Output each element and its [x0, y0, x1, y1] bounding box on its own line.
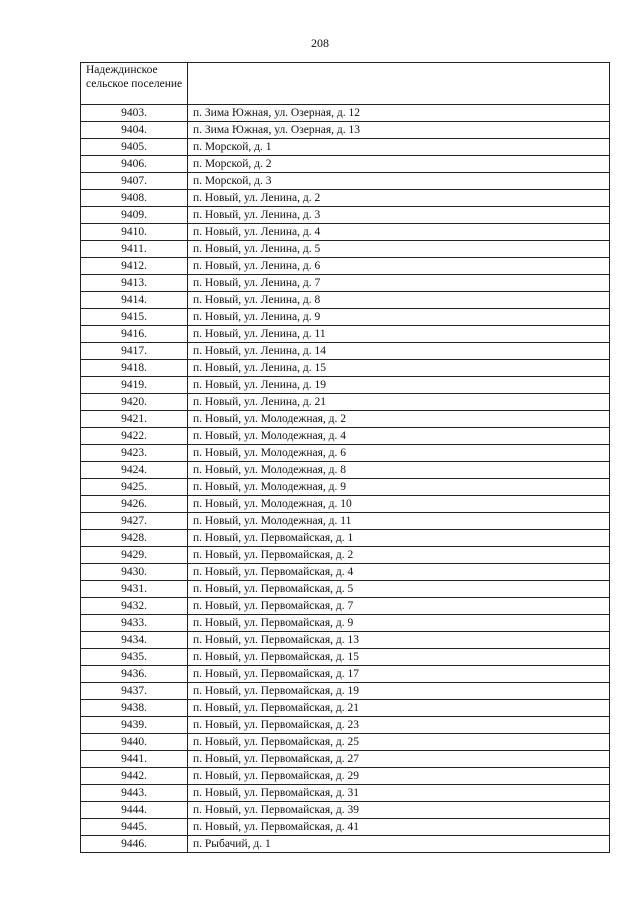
row-number: 9436.: [81, 666, 188, 683]
row-number: 9409.: [81, 207, 188, 224]
row-number: 9406.: [81, 156, 188, 173]
row-address: п. Новый, ул. Первомайская, д. 31: [188, 785, 610, 802]
row-address: п. Новый, ул. Ленина, д. 5: [188, 241, 610, 258]
row-number: 9405.: [81, 139, 188, 156]
table-row: [81, 428, 610, 445]
table-row: [81, 513, 610, 530]
row-address: п. Новый, ул. Первомайская, д. 23: [188, 717, 610, 734]
row-number: 9414.: [81, 292, 188, 309]
table-row: [81, 802, 610, 819]
table-row: [81, 343, 610, 360]
table-row: [81, 139, 610, 156]
row-number: 9412.: [81, 258, 188, 275]
row-number: 9446.: [81, 836, 188, 853]
row-address: п. Новый, ул. Ленина, д. 15: [188, 360, 610, 377]
table-row: [81, 819, 610, 836]
row-number: 9437.: [81, 683, 188, 700]
row-address: п. Новый, ул. Ленина, д. 8: [188, 292, 610, 309]
table-row: [81, 309, 610, 326]
table-row: [81, 547, 610, 564]
table-row: [81, 734, 610, 751]
row-number: 9432.: [81, 598, 188, 615]
row-address: п. Новый, ул. Первомайская, д. 21: [188, 700, 610, 717]
row-address: п. Зима Южная, ул. Озерная, д. 13: [188, 122, 610, 139]
table-row: [81, 751, 610, 768]
table-row: [81, 377, 610, 394]
table-row: [81, 411, 610, 428]
row-address: п. Новый, ул. Первомайская, д. 17: [188, 666, 610, 683]
row-number: 9427.: [81, 513, 188, 530]
table-row: [81, 717, 610, 734]
row-address: п. Новый, ул. Ленина, д. 6: [188, 258, 610, 275]
row-number: 9413.: [81, 275, 188, 292]
row-number: 9445.: [81, 819, 188, 836]
row-number: 9434.: [81, 632, 188, 649]
table-row: [81, 122, 610, 139]
row-address: п. Новый, ул. Ленина, д. 7: [188, 275, 610, 292]
row-number: 9420.: [81, 394, 188, 411]
table-row: [81, 326, 610, 343]
row-number: 9423.: [81, 445, 188, 462]
table-row: [81, 156, 610, 173]
table-row: [81, 700, 610, 717]
row-address: п. Новый, ул. Первомайская, д. 7: [188, 598, 610, 615]
table-row: [81, 530, 610, 547]
row-address: п. Новый, ул. Молодежная, д. 10: [188, 496, 610, 513]
row-number: 9417.: [81, 343, 188, 360]
row-number: 9422.: [81, 428, 188, 445]
row-address: п. Рыбачий, д. 1: [188, 836, 610, 853]
row-address: п. Новый, ул. Первомайская, д. 25: [188, 734, 610, 751]
row-address: п. Новый, ул. Первомайская, д. 1: [188, 530, 610, 547]
row-address: п. Новый, ул. Первомайская, д. 29: [188, 768, 610, 785]
table-row: [81, 275, 610, 292]
section-header-row: [81, 63, 610, 105]
table-row: [81, 462, 610, 479]
row-number: 9408.: [81, 190, 188, 207]
row-address: п. Новый, ул. Ленина, д. 11: [188, 326, 610, 343]
row-number: 9439.: [81, 717, 188, 734]
table-row: [81, 615, 610, 632]
row-number: 9443.: [81, 785, 188, 802]
row-address: п. Новый, ул. Молодежная, д. 9: [188, 479, 610, 496]
table-row: [81, 598, 610, 615]
table-row: [81, 173, 610, 190]
row-number: 9438.: [81, 700, 188, 717]
row-number: 9410.: [81, 224, 188, 241]
row-address: п. Зима Южная, ул. Озерная, д. 12: [188, 105, 610, 122]
row-number: 9428.: [81, 530, 188, 547]
row-address: п. Новый, ул. Молодежная, д. 11: [188, 513, 610, 530]
address-table: [80, 62, 610, 853]
row-number: 9418.: [81, 360, 188, 377]
row-number: 9411.: [81, 241, 188, 258]
table-row: [81, 445, 610, 462]
row-number: 9421.: [81, 411, 188, 428]
row-number: 9403.: [81, 105, 188, 122]
row-address: п. Новый, ул. Первомайская, д. 13: [188, 632, 610, 649]
row-number: 9425.: [81, 479, 188, 496]
table-row: [81, 479, 610, 496]
row-number: 9415.: [81, 309, 188, 326]
table-row: [81, 683, 610, 700]
table-row: [81, 768, 610, 785]
table-row: [81, 649, 610, 666]
table-row: [81, 258, 610, 275]
row-number: 9404.: [81, 122, 188, 139]
row-number: 9442.: [81, 768, 188, 785]
row-number: 9433.: [81, 615, 188, 632]
row-address: п. Новый, ул. Молодежная, д. 8: [188, 462, 610, 479]
row-number: 9430.: [81, 564, 188, 581]
address-table-body: [81, 63, 610, 853]
row-address: п. Новый, ул. Первомайская, д. 9: [188, 615, 610, 632]
row-address: п. Новый, ул. Ленина, д. 9: [188, 309, 610, 326]
table-row: [81, 224, 610, 241]
row-number: 9444.: [81, 802, 188, 819]
row-address: п. Морской, д. 2: [188, 156, 610, 173]
row-number: 9424.: [81, 462, 188, 479]
row-number: 9429.: [81, 547, 188, 564]
row-address: п. Новый, ул. Первомайская, д. 41: [188, 819, 610, 836]
table-row: [81, 190, 610, 207]
table-row: [81, 496, 610, 513]
page-number: 208: [311, 36, 329, 50]
table-row: [81, 564, 610, 581]
table-row: [81, 632, 610, 649]
row-number: 9407.: [81, 173, 188, 190]
row-address: п. Новый, ул. Молодежная, д. 4: [188, 428, 610, 445]
row-address: п. Новый, ул. Первомайская, д. 19: [188, 683, 610, 700]
row-address: п. Морской, д. 1: [188, 139, 610, 156]
row-number: 9431.: [81, 581, 188, 598]
row-address: п. Новый, ул. Первомайская, д. 2: [188, 547, 610, 564]
table-row: [81, 836, 610, 853]
row-number: 9416.: [81, 326, 188, 343]
row-address: п. Новый, ул. Первомайская, д. 4: [188, 564, 610, 581]
row-number: 9440.: [81, 734, 188, 751]
row-address: п. Новый, ул. Ленина, д. 14: [188, 343, 610, 360]
table-row: [81, 394, 610, 411]
table-row: [81, 207, 610, 224]
row-address: п. Новый, ул. Молодежная, д. 2: [188, 411, 610, 428]
row-address: п. Новый, ул. Ленина, д. 2: [188, 190, 610, 207]
table-row: [81, 292, 610, 309]
section-header-empty-cell: [188, 63, 610, 105]
row-address: п. Новый, ул. Первомайская, д. 15: [188, 649, 610, 666]
row-address: п. Новый, ул. Первомайская, д. 27: [188, 751, 610, 768]
row-number: 9426.: [81, 496, 188, 513]
table-row: [81, 785, 610, 802]
table-row: [81, 581, 610, 598]
row-number: 9441.: [81, 751, 188, 768]
row-address: п. Новый, ул. Ленина, д. 19: [188, 377, 610, 394]
row-number: 9419.: [81, 377, 188, 394]
row-address: п. Морской, д. 3: [188, 173, 610, 190]
row-number: 9435.: [81, 649, 188, 666]
row-address: п. Новый, ул. Первомайская, д. 39: [188, 802, 610, 819]
row-address: п. Новый, ул. Ленина, д. 21: [188, 394, 610, 411]
row-address: п. Новый, ул. Ленина, д. 3: [188, 207, 610, 224]
section-header: Надеждинское сельское поселение: [81, 63, 188, 105]
table-row: [81, 360, 610, 377]
table-row: [81, 666, 610, 683]
row-address: п. Новый, ул. Ленина, д. 4: [188, 224, 610, 241]
row-address: п. Новый, ул. Первомайская, д. 5: [188, 581, 610, 598]
table-row: [81, 105, 610, 122]
row-address: п. Новый, ул. Молодежная, д. 6: [188, 445, 610, 462]
table-row: [81, 241, 610, 258]
